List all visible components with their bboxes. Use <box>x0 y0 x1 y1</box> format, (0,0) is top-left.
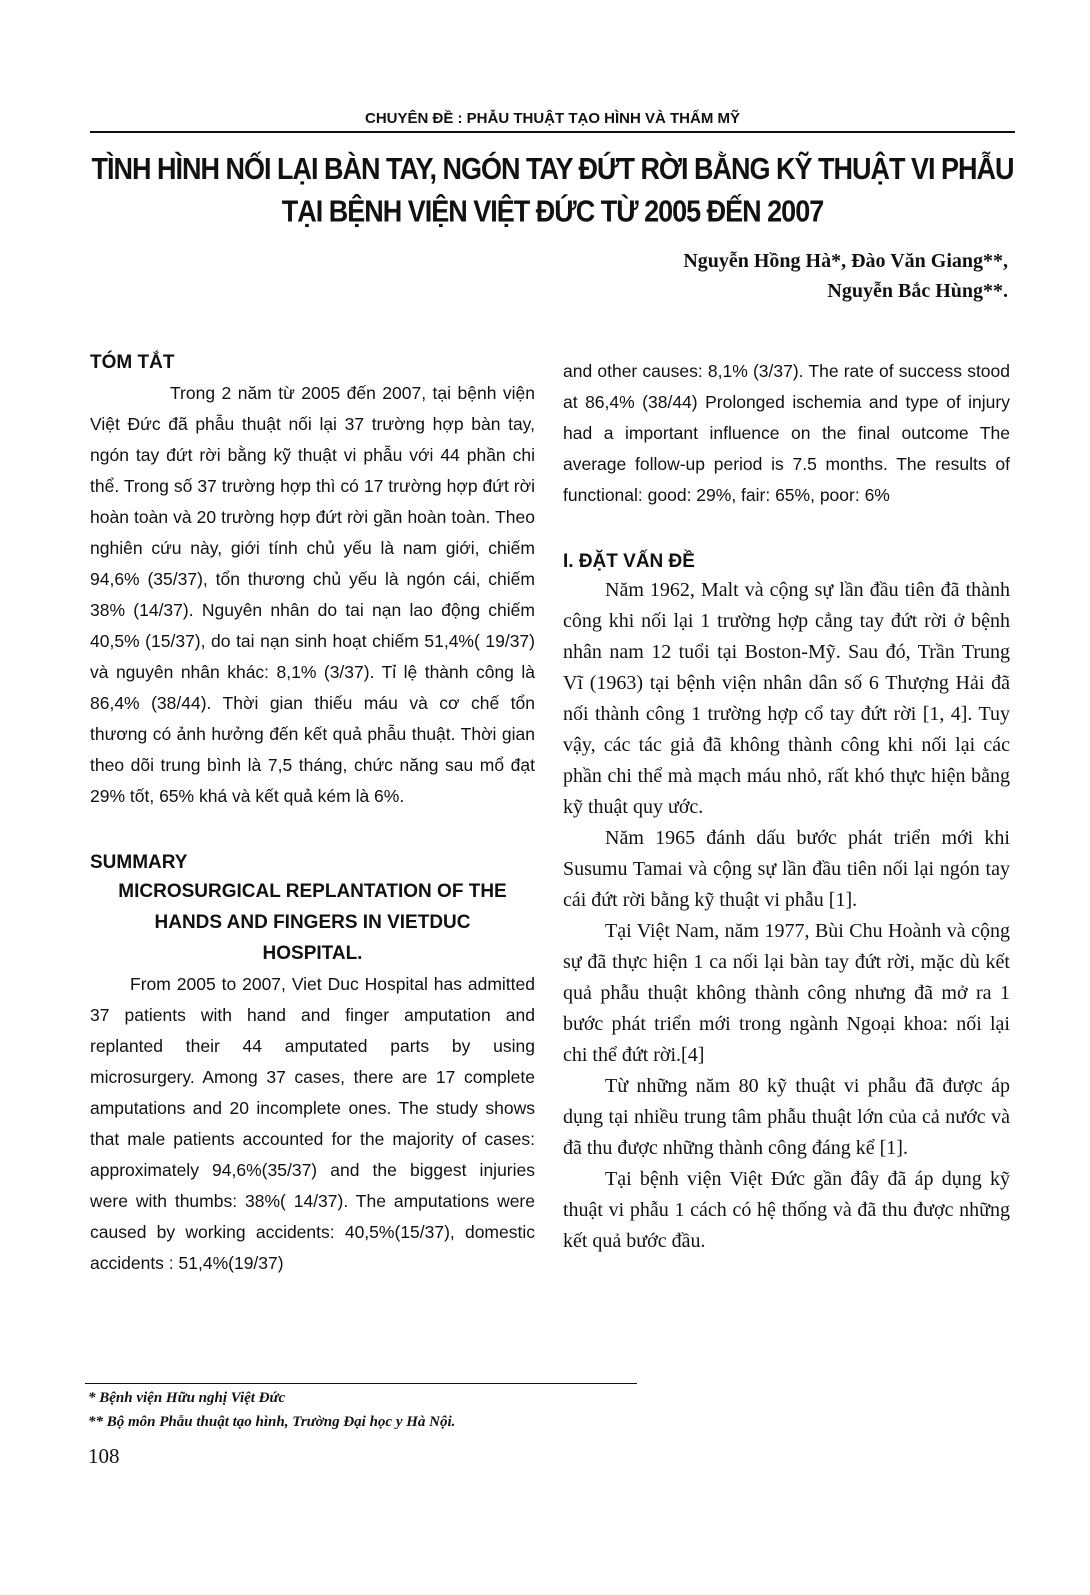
section-header: CHUYÊN ĐỀ : PHẪU THUẬT TẠO HÌNH VÀ THẨM MỸ <box>90 110 1015 133</box>
summary-text-right: and other causes: 8,1% (3/37). The rate of success stood at 86,4% (38/44) Prolonged ischemia and type of injury had a important influence on the final outcome The average follow-up period is 7.5 months. The results of functional: good: 29%, fair: 65%, poor: 6% <box>563 361 1010 505</box>
right-column <box>563 356 1010 1257</box>
abstract-vi-text: Trong 2 năm từ 2005 đến 2007, tại bệnh viện Việt Đức đã phẫu thuật nối lại 37 trường hợp bàn tay, ngón tay đứt rời bằng kỹ thuật vi phẫu với 44 phần chi thể. Trong số 37 trường hợp thì có 17 trường hợp đứt rời hoàn toàn và 20 trường hợp đứt rời gần hoàn toàn. Theo nghiên cứu này, giới tính chủ yếu là nam giới, chiếm 94,6% (35/37), tổn thương chủ yếu là ngón cái, chiếm 38% (14/37). Nguyên nhân do tai nạn lao động chiếm 40,5% (15/37), do tai nạn sinh hoạt chiếm 51,4%( 19/37) và nguyên nhân khác: 8,1% (3/37). Tỉ lệ thành công là 86,4% (38/44). Thời gian thiếu máu và cơ chế tổn thương có ảnh hưởng đến kết quả phẫu thuật. Thời gian theo dõi trung bình là 7,5 tháng, chức năng sau mổ đạt 29% tốt, 65% khá và kết quả kém là 6%. <box>90 383 535 806</box>
intro-paragraph-3: Tại Việt Nam, năm 1977, Bùi Chu Hoành và cộng sự đã thực hiện 1 ca nối lại bàn tay đứt rời, mặc dù kết quả phẫu thuật không thành công nhưng đã mở ra 1 bước phát triển mới trong ngành Ngoại khoa: nối lại chi thể đứt rời.[4] <box>563 920 1010 1066</box>
intro-paragraph-2: Năm 1965 đánh dấu bước phát triển mới khi Susumu Tamai và cộng sự lần đầu tiên nối lại ngón tay cái đứt rời bằng kỹ thuật vi phẫu [1]. <box>563 827 1010 911</box>
footnote-2: ** Bộ môn Phẫu thuật tạo hình, Trường Đại học y Hà Nội. <box>88 1414 456 1430</box>
intro-paragraph-1: Năm 1962, Malt và cộng sự lần đầu tiên đã thành công khi nối lại 1 trường hợp cẳng tay đứt rời ở bệnh nhân nam 12 tuổi tại Boston-Mỹ. Sau đó, Trần Trung Vĩ (1963) tại bệnh viện nhân dân số 6 Thượng Hải đã nối thành công 1 trường hợp cổ tay đứt rời [1, 4]. Tuy vậy, các tác giả đã không thành công khi nối lại các phần chi thể mà mạch máu nhỏ, rất khó thực hiện bằng kỹ thuật quy ước. <box>563 579 1010 818</box>
article-title-line-2: TẠI BỆNH VIỆN VIỆT ĐỨC TỪ 2005 ĐẾN 2007 <box>281 194 824 229</box>
authors-line-2: Nguyễn Bắc Hùng**. <box>827 280 1008 302</box>
summary-text-left: From 2005 to 2007, Viet Duc Hospital has admitted 37 patients with hand and finger amputation and replanted their 44 amputated parts by using microsurgery. Among 37 cases, there are 17 complete amputations and 20 incomplete ones. The study shows that male patients accounted for the majority of cases: approximately 94,6%(35/37) and the biggest injuries were with thumbs: 38%( 14/37). The amputations were caused by working accidents: 40,5%(15/37), domestic accidents : 51,4%(19/37) <box>90 974 535 1273</box>
intro-heading: I. ĐẶT VẤN ĐỀ <box>563 551 695 572</box>
summary-title-line-2: HANDS AND FINGERS IN VIETDUC <box>154 912 471 933</box>
summary-title-line-1: MICROSURGICAL REPLANTATION OF THE <box>118 881 507 902</box>
footnote-1: * Bệnh viện Hữu nghị Việt Đức <box>88 1390 286 1406</box>
summary-heading: SUMMARY <box>90 852 188 873</box>
page-number: 108 <box>88 1444 120 1468</box>
intro-paragraph-4: Từ những năm 80 kỹ thuật vi phẫu đã được áp dụng tại nhiều trung tâm phẫu thuật lớn của cả nước và đã thu được những thành công đáng kể [1]. <box>563 1075 1010 1159</box>
summary-title <box>90 876 535 969</box>
left-column <box>90 352 535 1279</box>
intro-paragraph-5: Tại bệnh viện Việt Đức gần đây đã áp dụng kỹ thuật vi phẫu 1 cách có hệ thống và đã thu được những kết quả bước đầu. <box>563 1168 1010 1252</box>
footnote-divider <box>85 1383 637 1384</box>
author-list <box>408 246 1008 306</box>
article-title-line-1: TÌNH HÌNH NỐI LẠI BÀN TAY, NGÓN TAY ĐỨT RỜI BẰNG KỸ THUẬT VI PHẪU <box>91 151 1014 186</box>
footnotes <box>88 1386 788 1434</box>
summary-title-line-3: HOSPITAL. <box>262 943 363 964</box>
authors-line-1: Nguyễn Hồng Hà*, Đào Văn Giang**, <box>683 250 1008 272</box>
abstract-vi-heading: TÓM TẮT <box>90 352 175 373</box>
article-title <box>80 147 1025 232</box>
